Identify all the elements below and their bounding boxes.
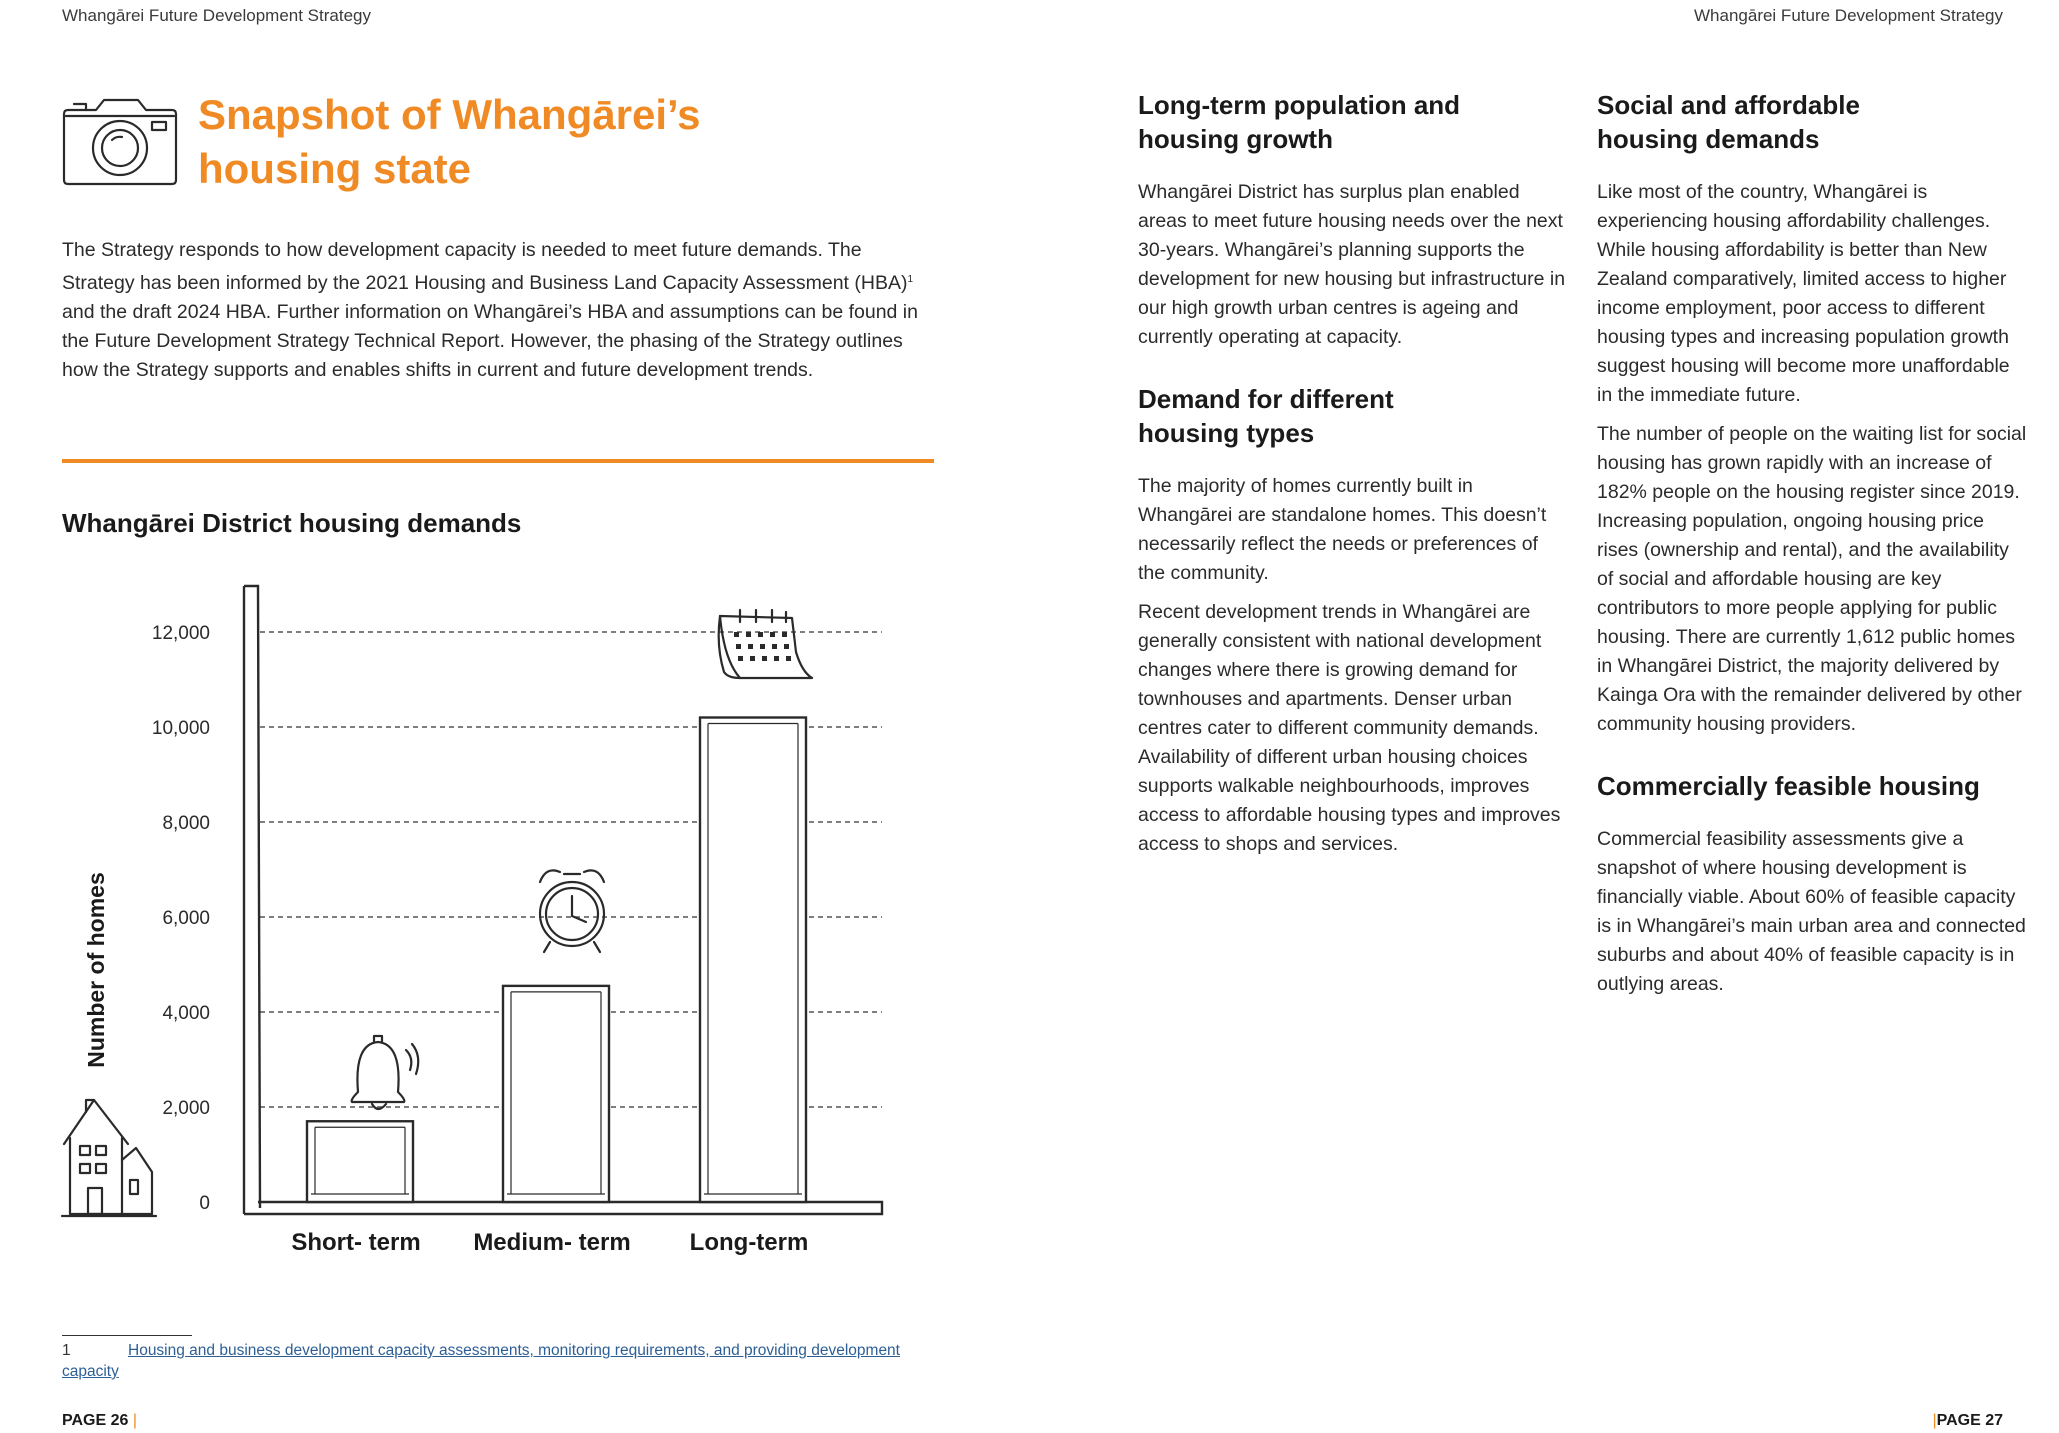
bell-icon: [352, 1036, 419, 1109]
y-tick-label: 12,000: [151, 623, 210, 644]
intro-text-part-1: The Strategy responds to how development capacity is needed to meet future demands. The Strategy has been informed by the 2021 Housing and Business Land Capacity Assessment (HBA): [62, 239, 908, 294]
section-divider: [62, 459, 934, 463]
page-number-left: [62, 1412, 137, 1430]
section-paragraph: Commercial feasibility assessments give a snapshot of where housing development is financially viable. About 60% of feasible capacity is in Whangārei’s main urban area and connected suburbs and about 40% of feasible capacity is in outlying areas.: [1597, 828, 2026, 995]
bar: [307, 1121, 413, 1202]
alarm-clock-icon: [540, 870, 604, 952]
section-paragraph: The majority of homes currently built in Whangārei are standalone homes. This doesn’t necessarily reflect the needs or preferences of the community.: [1138, 475, 1547, 584]
section-heading-line-2: housing types: [1138, 418, 1315, 448]
page-number-right: [1932, 1412, 2003, 1430]
camera-icon: [60, 96, 180, 188]
calendar-icon: [719, 610, 812, 678]
y-tick-label: 2,000: [162, 1098, 210, 1119]
footnote-link[interactable]: Housing and business development capacity assessments, monitoring requirements, and providing development capacity: [62, 1342, 900, 1380]
y-axis: [244, 586, 260, 1214]
y-tick-label: 8,000: [162, 813, 210, 834]
x-axis: [244, 1202, 882, 1214]
x-tick-label: Medium- term: [473, 1229, 631, 1256]
section-commercial-feasibility: [1597, 769, 2027, 999]
section-heading: Commercially feasible housing: [1597, 771, 1980, 801]
y-axis-label: Number of homes: [83, 872, 109, 1068]
page-title-line-1: Snapshot of Whangārei’s: [198, 91, 701, 138]
section-heading-line-1: Long-term population and: [1138, 90, 1461, 120]
section-paragraph: The number of people on the waiting list for social housing has grown rapidly with an increase of 182% people on the housing register since 2019. Increasing population, ongoing housing price rises (ownership and rental), and the availability of social and affordable housing are key contributors to more people applying for public housing. There are currently 1,612 public homes in Whangārei District, the majority delivered by Kainga Ora with the remainder delivered by other community housing providers.: [1597, 423, 2027, 735]
y-tick-label: 6,000: [162, 908, 210, 929]
section-paragraph: Like most of the country, Whangārei is experiencing housing affordability challenges. While housing affordability is better than New Zealand comparatively, limited access to higher income employment, poor access to different housing types and increasing population growth suggest housing will become more unaffordable in the immediate future.: [1597, 181, 2010, 406]
footnote: [62, 1340, 922, 1382]
x-tick-label: Long-term: [689, 1229, 809, 1256]
intro-paragraph: [62, 236, 932, 385]
page-number-right-bar: |: [1932, 1412, 1937, 1429]
house-icon: [62, 1100, 156, 1216]
chart-heading: Whangārei District housing demands: [62, 508, 522, 538]
page-title: [198, 88, 758, 196]
page-number-left-text: PAGE 26: [62, 1412, 129, 1429]
section-housing-types: [1138, 382, 1568, 859]
section-heading-line-2: housing growth: [1138, 124, 1333, 154]
footnote-divider: [62, 1335, 192, 1336]
section-population-growth: [1138, 88, 1568, 352]
running-header-right: Whangārei Future Development Strategy: [1694, 6, 2003, 25]
section-social-affordable: [1597, 88, 2027, 739]
y-tick-label: 10,000: [151, 718, 210, 739]
x-tick-label: Short- term: [291, 1229, 421, 1256]
section-heading-line-2: housing demands: [1597, 124, 1820, 154]
y-tick-label: 4,000: [162, 1003, 210, 1024]
section-paragraph: Recent development trends in Whangārei are generally consistent with national development changes where there is growing demand for townhouses and apartments. Denser urban centres cater to different community demands. Availability of different urban housing choices supports walkable neighbourhoods, improves access to affordable housing types and improves access to shops and services.: [1138, 601, 1561, 855]
page-title-line-2: housing state: [198, 145, 472, 192]
housing-demand-chart: [60, 560, 900, 1270]
page-number-right-text: PAGE 27: [1936, 1412, 2003, 1429]
section-heading-line-1: Demand for different: [1138, 384, 1394, 414]
section-heading: [1138, 382, 1568, 450]
bar: [503, 986, 609, 1202]
footnote-number: 1: [62, 1342, 71, 1359]
footnote-reference[interactable]: 1: [907, 274, 914, 285]
bar: [700, 718, 806, 1203]
right-column-2: [1597, 88, 2027, 1029]
section-heading-line-1: Social and affordable: [1597, 90, 1860, 120]
running-header-left: Whangārei Future Development Strategy: [62, 6, 371, 25]
section-paragraph: Whangārei District has surplus plan enabled areas to meet future housing needs over the next 30-years. Whangārei’s planning supports the development for new housing but infrastructure in our high growth urban centres is ageing and currently operating at capacity.: [1138, 181, 1566, 348]
page-number-left-bar: |: [132, 1412, 138, 1429]
intro-text-part-2: and the draft 2024 HBA. Further information on Whangārei’s HBA and assumptions can be found in the Future Development Strategy Technical Report. However, the phasing of the Strategy outlines how the Strategy supports and enables shifts in current and future development trends.: [62, 301, 918, 381]
y-tick-label: 0: [199, 1193, 210, 1214]
section-heading: [1138, 88, 1568, 156]
section-heading: [1597, 88, 2027, 156]
right-column-1: [1138, 88, 1568, 889]
